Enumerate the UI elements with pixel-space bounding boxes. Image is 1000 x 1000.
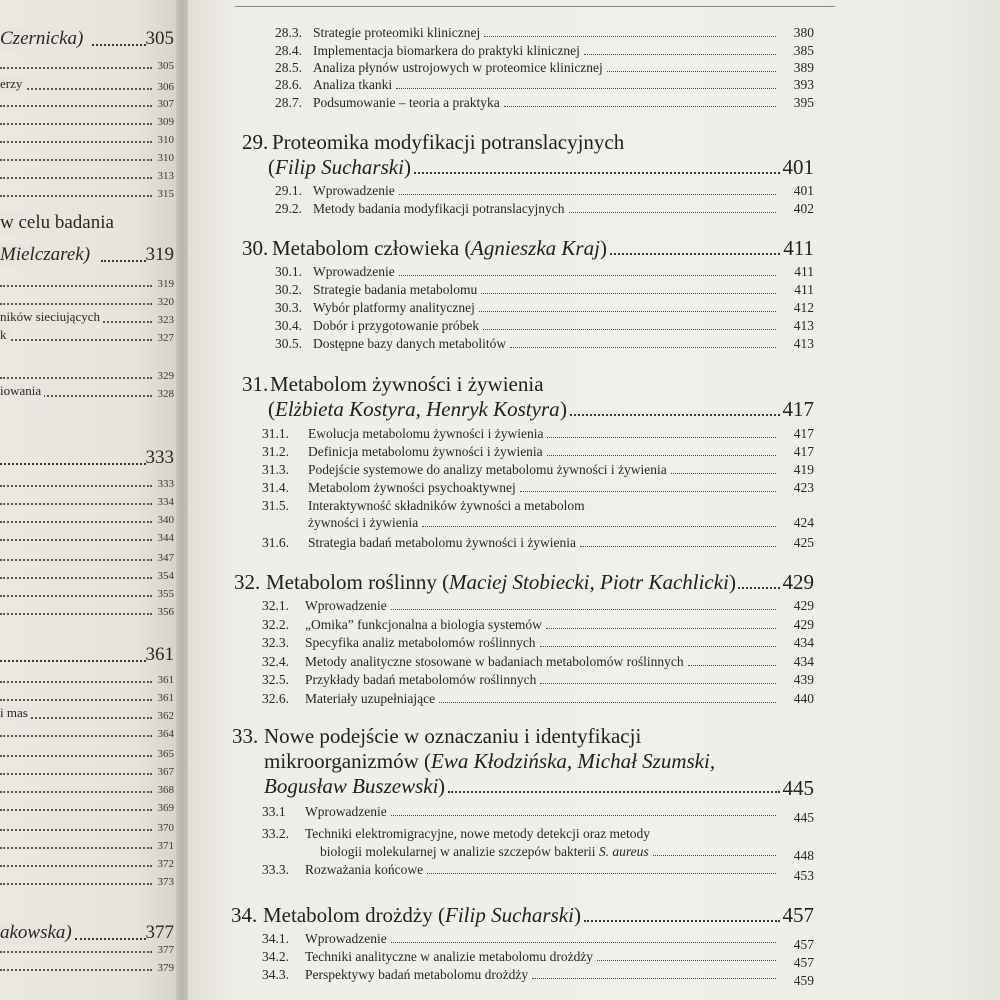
left-entry-page: 355 — [157, 588, 174, 600]
left-entry-page: 367 — [157, 766, 174, 778]
chapter-authors: Bogusław Buszewski — [264, 774, 439, 798]
left-entry-page: 368 — [157, 784, 174, 796]
toc-entry-title: Dobór i przygotowanie próbek — [313, 318, 480, 333]
toc-entry-number: 33.1 — [262, 804, 286, 819]
toc-entry-number: 28.6. — [275, 77, 302, 92]
chapter-title: Metabolom żywności i żywienia — [270, 372, 544, 396]
chapter-title: ) — [600, 236, 607, 260]
toc-entry-page: 389 — [793, 60, 814, 75]
toc-entry-page: 429 — [793, 598, 814, 613]
toc-dot-leader — [391, 942, 776, 943]
left-dot-leader — [0, 559, 152, 561]
toc-entry — [0, 201, 1000, 219]
toc-entry-title: Specyfika analiz metabolomów roślinnych — [305, 635, 536, 650]
chapter-title: ( — [268, 155, 275, 179]
toc-dot-leader — [688, 665, 776, 666]
toc-entry-title: Rozważania końcowe — [305, 862, 424, 877]
toc-dot-leader — [422, 526, 776, 527]
toc-entry-title: Perspektywy badań metabolomu drożdży — [305, 967, 529, 982]
toc-entry-page: 411 — [794, 264, 814, 279]
chapter-number: 29. — [242, 130, 269, 154]
toc-dot-leader — [510, 347, 776, 348]
left-entry-text: w celu badania — [0, 212, 117, 234]
chapter-number: 33. — [232, 724, 259, 748]
left-entry-page: 369 — [157, 802, 174, 814]
left-entry-page: 319 — [157, 278, 174, 290]
chapter-title: Metabolom drożdży ( — [263, 903, 445, 927]
toc-dot-leader — [597, 960, 776, 961]
toc-entry — [0, 672, 1000, 690]
toc-dot-leader — [653, 855, 776, 856]
toc-entry-page: 402 — [793, 201, 814, 216]
toc-entry-title: Metody analityczne stosowane w badaniach metabolomów roślinnych — [305, 654, 684, 669]
toc-entry-page: 419 — [793, 462, 814, 477]
toc-entry-number: 28.7. — [275, 95, 302, 110]
chapter-page: 457 — [782, 903, 814, 927]
left-heading-dots — [101, 260, 146, 262]
left-entry-page: 310 — [157, 134, 174, 146]
chapter-page: 429 — [782, 570, 814, 594]
left-entry-page: 327 — [157, 332, 174, 344]
chapter-dot-leader — [610, 253, 780, 255]
chapter-title: ) — [729, 570, 736, 594]
chapter-title: ) — [560, 397, 567, 421]
toc-entry-title-cont: żywności i żywienia — [308, 515, 419, 530]
chapter-title: Proteomika modyfikacji potranslacyjnych — [272, 130, 625, 154]
toc-entry-title: Ewolucja metabolomu żywności i żywienia — [308, 426, 544, 441]
toc-entry-page: 459 — [793, 973, 814, 988]
toc-dot-leader — [427, 873, 776, 874]
chapter-dot-leader — [448, 791, 780, 793]
toc-entry-number: 33.2. — [262, 826, 289, 841]
left-dot-leader — [0, 159, 152, 161]
toc-entry-title: „Omika” funkcjonalna a biologia systemów — [305, 617, 542, 632]
toc-entry — [0, 183, 1000, 201]
left-dot-leader — [0, 177, 152, 179]
toc-entry-title: Strategia badań metabolomu żywności i żywienia — [308, 535, 577, 550]
toc-entry-title: Strategie proteomiki klinicznej — [313, 25, 481, 40]
left-entry-page: 361 — [157, 692, 174, 704]
chapter-dot-leader — [584, 920, 780, 922]
toc-entry — [0, 318, 1000, 336]
left-entry-page: 347 — [157, 552, 174, 564]
toc-entry-number: 28.5. — [275, 60, 302, 75]
toc-entry — [0, 336, 1000, 354]
left-dot-leader — [0, 755, 152, 757]
left-entry-page: 307 — [157, 98, 174, 110]
toc-dot-leader — [391, 609, 776, 610]
toc-entry-title: Techniki analityczne w analizie metabolomu drożdży — [305, 949, 594, 964]
toc-entry-number: 30.1. — [275, 264, 302, 279]
chapter-title: ) — [404, 155, 411, 179]
chapter-number: 31. — [242, 372, 269, 396]
chapter-page: 401 — [782, 155, 814, 179]
left-dot-leader — [0, 521, 152, 523]
toc-entry-title: Metabolom żywności psychoaktywnej — [308, 480, 516, 495]
left-dot-leader — [0, 791, 152, 793]
chapter-page: 411 — [783, 236, 814, 260]
toc-entry-title-italic: S. aureus — [598, 844, 649, 859]
toc-entry-page: 439 — [793, 672, 814, 687]
toc-dot-leader — [546, 628, 776, 629]
toc-entry-title: Podejście systemowe do analizy metabolomu żywności i żywienia — [308, 462, 667, 477]
left-entry-text: iowania — [0, 383, 44, 399]
toc-entry-number: 32.4. — [262, 654, 289, 669]
toc-entry-number: 28.4. — [275, 43, 302, 58]
toc-dot-leader — [396, 88, 776, 89]
toc-entry — [0, 77, 1000, 95]
toc-entry-number: 30.2. — [275, 282, 302, 297]
chapter-authors: Agnieszka Kraj — [471, 236, 600, 260]
toc-dot-leader — [483, 329, 776, 330]
left-entry-text: ników sieciujących — [0, 309, 103, 325]
toc-entry-number: 29.1. — [275, 183, 302, 198]
toc-entry-title: Strategie badania metabolomu — [313, 282, 478, 297]
toc-entry-number: 32.2. — [262, 617, 289, 632]
toc-entry-page: 425 — [793, 535, 814, 550]
toc-entry-title: Wprowadzenie — [305, 598, 387, 613]
toc-dot-leader — [439, 702, 776, 703]
toc-entry-number: 28.3. — [275, 25, 302, 40]
left-toc-row — [0, 720, 174, 742]
toc-entry-number: 31.1. — [262, 426, 289, 441]
toc-entry — [0, 300, 1000, 318]
chapter-authors: Filip Sucharski — [275, 155, 404, 179]
chapter-authors: Elżbieta Kostyra, Henryk Kostyra — [275, 397, 560, 421]
left-entry-page: 309 — [157, 116, 174, 128]
toc-entry-title: Podsumowanie – teoria a praktyka — [313, 95, 500, 110]
toc-entry-number: 30.5. — [275, 336, 302, 351]
left-dot-leader — [0, 377, 152, 379]
toc-entry-page: 457 — [793, 955, 814, 970]
left-heading-text: Mielczarek) — [0, 244, 93, 266]
left-entry-page: 372 — [157, 858, 174, 870]
toc-dot-leader — [484, 36, 776, 37]
toc-dot-leader — [671, 473, 776, 474]
toc-entry — [0, 282, 1000, 300]
toc-entry-number: 32.5. — [262, 672, 289, 687]
toc-entry-page: 440 — [793, 691, 814, 706]
toc-dot-leader — [479, 311, 776, 312]
chapter-dot-leader — [738, 587, 780, 589]
chapter-page: 445 — [782, 776, 814, 800]
toc-entry-page: 434 — [793, 635, 814, 650]
toc-entry — [0, 967, 1000, 988]
toc-entry — [0, 95, 1000, 113]
toc-dot-leader — [540, 683, 776, 684]
toc-entry-title: Analiza płynów ustrojowych w proteomice klinicznej — [313, 60, 603, 75]
chapter-title: ) — [574, 903, 581, 927]
toc-entry-page: 412 — [793, 300, 814, 315]
toc-entry-title: Interaktywność składników żywności a metabolom — [308, 498, 585, 513]
left-entry-page: 362 — [157, 710, 174, 722]
toc-dot-leader — [547, 455, 776, 456]
chapter-title: ) — [438, 774, 445, 798]
toc-entry-title: Implementacja biomarkera do praktyki klinicznej — [313, 43, 580, 58]
toc-entry-number: 32.6. — [262, 691, 289, 706]
left-entry-page: 379 — [157, 962, 174, 974]
left-entry-page: 356 — [157, 606, 174, 618]
toc-entry — [0, 617, 1000, 635]
toc-entry-number: 31.3. — [262, 462, 289, 477]
toc-entry-title: Wprowadzenie — [313, 183, 395, 198]
left-heading-text: akowska) — [0, 922, 75, 944]
left-heading-page: 361 — [145, 644, 174, 665]
chapter-page: 417 — [782, 397, 814, 421]
toc-entry — [0, 43, 1000, 61]
toc-entry-page: 385 — [793, 43, 814, 58]
toc-entry-number: 33.3. — [262, 862, 289, 877]
toc-entry-number: 32.1. — [262, 598, 289, 613]
left-entry-page: 361 — [157, 674, 174, 686]
toc-dot-leader — [569, 212, 776, 213]
toc-entry-page: 413 — [793, 318, 814, 333]
toc-entry-page: 395 — [793, 95, 814, 110]
left-entry-page: 371 — [157, 840, 174, 852]
toc-dot-leader — [547, 437, 776, 438]
toc-entry-number: 34.2. — [262, 949, 289, 964]
toc-entry-number: 34.1. — [262, 931, 289, 946]
toc-dot-leader — [520, 491, 776, 492]
left-entry-page: 377 — [157, 944, 174, 956]
toc-dot-leader — [607, 71, 776, 72]
toc-entry — [0, 426, 1000, 444]
left-heading-page: 377 — [145, 922, 174, 943]
left-entry-page: 329 — [157, 370, 174, 382]
toc-entry-page: 445 — [793, 810, 814, 825]
toc-entry-number: 30.4. — [275, 318, 302, 333]
toc-entry — [0, 480, 1000, 498]
toc-entry — [0, 804, 1000, 825]
left-entry-page: 323 — [157, 314, 174, 326]
toc-entry-title: Metody badania modyfikacji potranslacyjnych — [313, 201, 565, 216]
toc-entry-page: 457 — [793, 937, 814, 952]
toc-entry — [0, 264, 1000, 282]
left-heading-row — [0, 240, 176, 266]
toc-entry-title-cont — [320, 844, 649, 860]
toc-dot-leader — [532, 978, 776, 979]
toc-entry-page: 393 — [793, 77, 814, 92]
toc-entry-title: Wprowadzenie — [305, 804, 387, 819]
toc-entry-title: Wprowadzenie — [313, 264, 395, 279]
left-heading-page: 333 — [145, 447, 174, 468]
left-entry-page: 315 — [157, 188, 174, 200]
toc-entry-title: Przykłady badań metabolomów roślinnych — [305, 672, 537, 687]
left-entry-page: 354 — [157, 570, 174, 582]
toc-entry-page: 401 — [793, 183, 814, 198]
toc-dot-leader — [481, 293, 776, 294]
left-dot-leader — [0, 735, 152, 737]
chapter-title: ( — [268, 397, 275, 421]
toc-dot-leader — [399, 194, 776, 195]
left-entry-page: 328 — [157, 388, 174, 400]
toc-entry-title: Analiza tkanki — [313, 77, 393, 92]
toc-dot-leader — [580, 546, 776, 547]
toc-entry — [0, 60, 1000, 78]
left-entry-page: 305 — [157, 60, 174, 72]
left-heading-page: 319 — [145, 244, 174, 265]
toc-dot-leader — [504, 106, 776, 107]
chapter-authors: Ewa Kłodzińska, Michał Szumski, — [431, 749, 716, 773]
toc-entry-page: 423 — [793, 480, 814, 495]
toc-entry-title: Techniki elektromigracyjne, nowe metody detekcji oraz metody — [305, 826, 651, 841]
chapter-authors: Filip Sucharski — [445, 903, 574, 927]
left-entry-page: 373 — [157, 876, 174, 888]
toc-entry-title: Materiały uzupełniające — [305, 691, 436, 706]
left-entry-page: 333 — [157, 478, 174, 490]
left-entry-page: 306 — [157, 81, 174, 93]
toc-entry-page: 417 — [793, 444, 814, 459]
left-dot-leader — [0, 773, 152, 775]
toc-entry-number: 34.3. — [262, 967, 289, 982]
left-heading-text: Czernicka) — [0, 28, 86, 50]
toc-entry-page: 417 — [793, 426, 814, 441]
left-heading-page: 305 — [145, 28, 174, 49]
chapter-dot-leader — [570, 414, 780, 416]
toc-entry-page: 413 — [793, 336, 814, 351]
toc-entry — [0, 598, 1000, 616]
toc-entry — [0, 535, 1000, 553]
chapter-title: mikroorganizmów ( — [264, 749, 431, 773]
toc-entry-number: 31.4. — [262, 480, 289, 495]
toc-entry — [0, 444, 1000, 462]
left-entry-page: 370 — [157, 822, 174, 834]
left-entry-page: 365 — [157, 748, 174, 760]
left-dot-leader — [0, 141, 152, 143]
toc-entry-number: 29.2. — [275, 201, 302, 216]
left-toc-row — [0, 380, 174, 402]
toc-entry — [0, 25, 1000, 43]
toc-entry-title: Wybór platformy analitycznej — [313, 300, 475, 315]
left-dot-leader — [0, 595, 152, 597]
toc-entry — [0, 654, 1000, 672]
chapter-title: Metabolom człowieka ( — [272, 236, 472, 260]
left-entry-page: 340 — [157, 514, 174, 526]
toc-dot-leader — [399, 275, 776, 276]
chapter-title: Nowe podejście w oznaczaniu i identyfikacji — [264, 724, 642, 748]
toc-entry-title-cont-text: biologii molekularnej w analizie szczepów bakterii — [320, 844, 599, 859]
left-dot-leader — [0, 123, 152, 125]
chapter-title: Metabolom roślinny ( — [266, 570, 450, 594]
left-entry-page: 344 — [157, 532, 174, 544]
toc-entry-page: 429 — [793, 617, 814, 632]
chapter-number: 30. — [242, 236, 269, 260]
toc-entry-number: 32.3. — [262, 635, 289, 650]
left-entry-page: 334 — [157, 496, 174, 508]
left-dot-leader — [0, 847, 152, 849]
chapter-number: 32. — [234, 570, 261, 594]
toc-entry-title: Dostępne bazy danych metabolitów — [313, 336, 507, 351]
toc-entry-number: 31.6. — [262, 535, 289, 550]
toc-dot-leader — [584, 54, 776, 55]
toc-entry-page: 411 — [794, 282, 814, 297]
left-entry-text: i mas — [0, 705, 31, 721]
toc-entry — [0, 462, 1000, 480]
toc-entry — [0, 635, 1000, 653]
toc-entry-title: Wprowadzenie — [305, 931, 387, 946]
chapter-dot-leader — [414, 172, 780, 174]
left-entry-text: k — [0, 327, 10, 343]
toc-entry-page: 453 — [793, 868, 814, 883]
toc-entry-page: 434 — [793, 654, 814, 669]
left-entry-text: erzy — [0, 76, 25, 92]
left-entry-page: 310 — [157, 152, 174, 164]
toc-entry-number: 31.5. — [262, 498, 289, 513]
chapter-number: 34. — [231, 903, 258, 927]
toc-entry — [0, 691, 1000, 709]
toc-entry-page: 380 — [793, 25, 814, 40]
chapter-authors: Maciej Stobiecki, Piotr Kachlicki — [449, 570, 729, 594]
left-entry-page: 313 — [157, 170, 174, 182]
left-entry-page: 364 — [157, 728, 174, 740]
left-dot-leader — [0, 577, 152, 579]
top-rule — [235, 6, 835, 7]
toc-entry-page: 424 — [793, 515, 814, 530]
left-entry-page: 320 — [157, 296, 174, 308]
toc-dot-leader — [391, 815, 776, 816]
toc-entry-number: 31.2. — [262, 444, 289, 459]
left-dot-leader — [0, 883, 152, 885]
toc-entry-title: Definicja metabolomu żywności i żywienia — [308, 444, 543, 459]
toc-entry-page: 448 — [793, 848, 814, 863]
toc-entry-number: 30.3. — [275, 300, 302, 315]
toc-dot-leader — [540, 646, 776, 647]
